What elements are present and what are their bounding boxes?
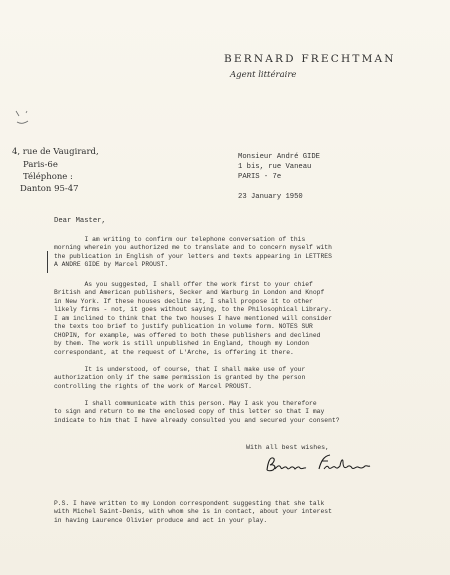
paragraph-line: As you suggested, I shall offer the work first to your chief: [54, 281, 313, 288]
paragraph-line: controlling the rights of the work of Marcel PROUST.: [54, 382, 252, 390]
paragraph-line: the publication in English of your letters and texts appearing in LETTRES: [54, 252, 332, 260]
recipient-city: PARIS - 7e: [238, 173, 282, 181]
paragraph-3: [54, 366, 444, 391]
sender-city: Paris-6e: [23, 160, 58, 170]
paragraph-line: in New York. If these houses decline it, I shall propose it to other: [54, 297, 313, 305]
handwritten-signature: [264, 452, 372, 476]
letter-date: 23 January 1950: [238, 193, 303, 201]
paragraph-line: likely firms - not, it goes without saying, to the Philosophical Library.: [54, 306, 332, 314]
paragraph-line: indicate to him that I have already consulted you and secured your consent?: [54, 416, 340, 424]
sender-phone-label: Téléphone :: [23, 172, 73, 182]
paragraph-4: [54, 400, 444, 425]
paragraph-line: I shall communicate with this person. May I ask you therefore: [54, 400, 317, 407]
paragraph-line: I am writing to confirm our telephone conversation of this: [54, 236, 306, 243]
recipient-name: Monsieur André GIDE: [238, 153, 320, 161]
postscript: [54, 500, 444, 525]
margin-pencil-marks: [12, 108, 36, 128]
paragraph-1: [54, 236, 444, 270]
sender-street: 4, rue de Vaugirard,: [12, 147, 99, 157]
paragraph-line: CHOPIN, for example, was offered to both these publishers and declined: [54, 331, 321, 339]
paragraph-line: British and American publishers, Secker and Warburg in London and Knopf: [54, 289, 325, 297]
salutation: Dear Master,: [54, 217, 106, 225]
paragraph-line: correspondant, at the request of L'Arche, is offering it there.: [54, 348, 294, 356]
paragraph-line: the texts too brief to justify publication in volume form. NOTES SUR: [54, 323, 313, 331]
sender-phone: Danton 95-47: [20, 184, 79, 194]
paragraph-2: [54, 281, 444, 357]
postscript-line: P.S. I have written to my London correspondent suggesting that she talk: [54, 500, 325, 507]
recipient-street: 1 bis, rue Vaneau: [238, 163, 312, 171]
letterhead-role: Agent littéraire: [230, 70, 297, 80]
paragraph-line: It is understood, of course, that I shall make use of your: [54, 366, 306, 373]
postscript-line: in having Laurence Olivier produce and act in your play.: [54, 516, 268, 524]
closing: With all best wishes,: [246, 444, 330, 451]
paragraph-line: authorization only if the same permission is granted by the person: [54, 374, 306, 382]
postscript-line: with Michel Saint-Denis, with whom she is in contact, about your interest: [54, 508, 332, 516]
paragraph-line: to sign and return to me the enclosed copy of this letter so that I may: [54, 408, 325, 416]
paragraph-line: A ANDRE GIDE by Marcel PROUST.: [54, 261, 169, 269]
margin-rule-line: [47, 251, 48, 273]
paragraph-line: I am inclined to think that the two houses I have mentioned will consider: [54, 314, 332, 322]
paragraph-line: by them. The work is still unpublished in England, though my London: [54, 340, 310, 348]
letterhead-name: BERNARD FRECHTMAN: [224, 53, 396, 65]
paragraph-line: morning wherein you authorized me to translate and to concern myself with: [54, 244, 332, 252]
